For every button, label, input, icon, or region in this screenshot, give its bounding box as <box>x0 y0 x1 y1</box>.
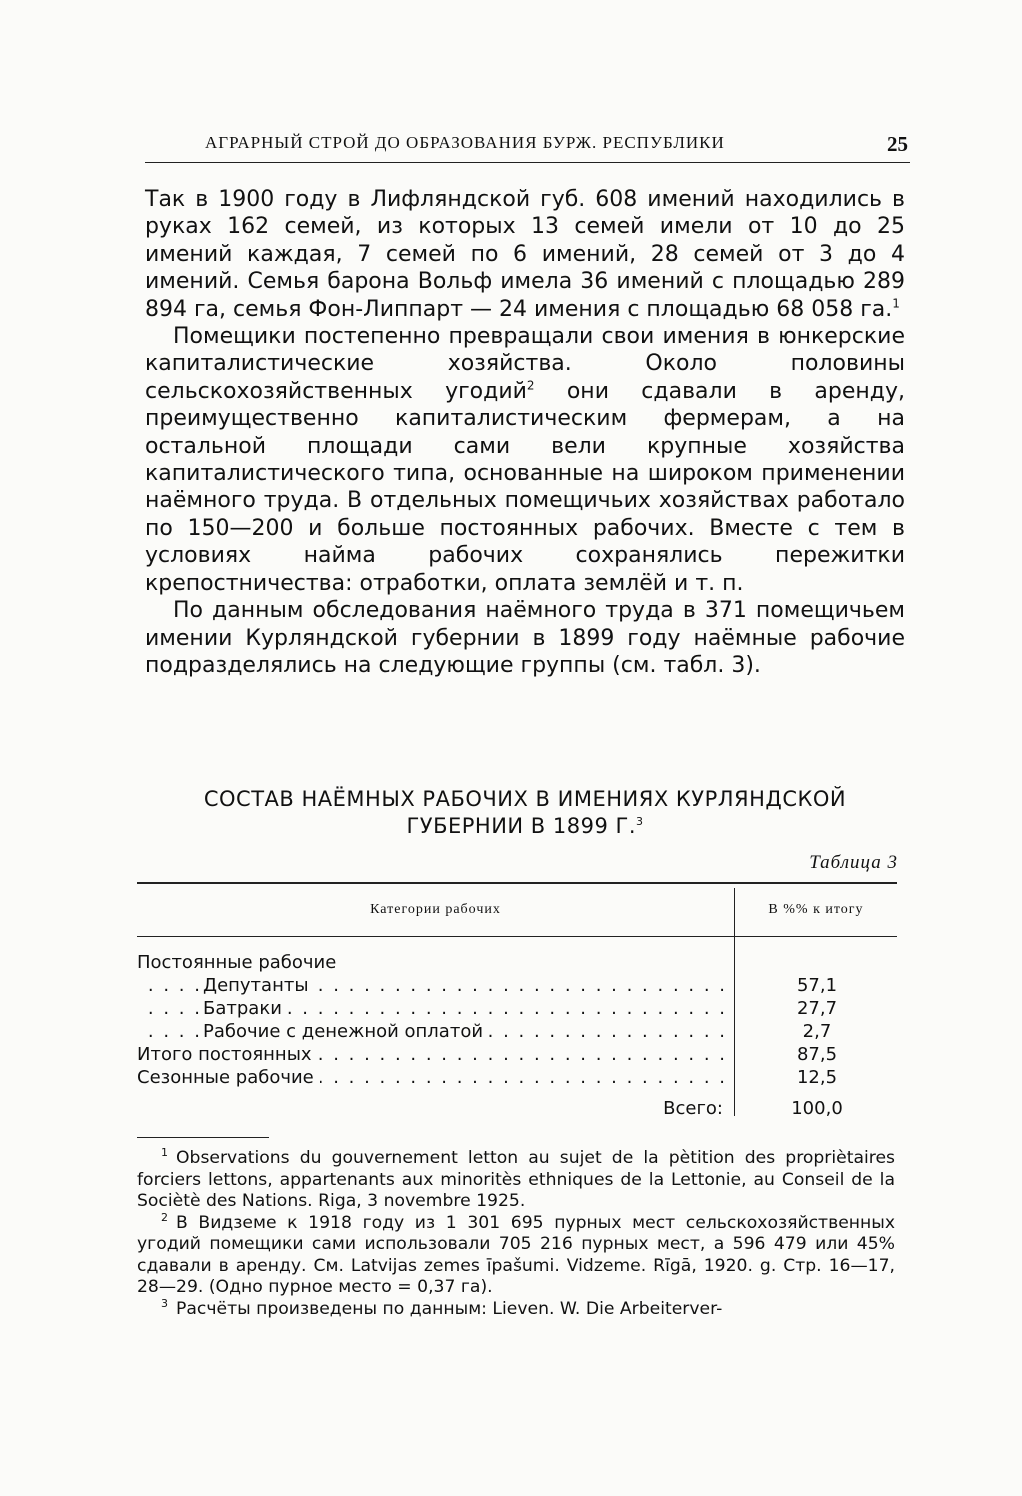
table-top-rule <box>137 882 897 884</box>
body-text <box>145 186 905 679</box>
running-header <box>145 130 910 163</box>
row-label: Рабочие с денежной оплатой <box>203 1021 489 1042</box>
footnote-1 <box>137 1148 895 1213</box>
footnote-ref-3[interactable]: 3 <box>636 815 644 828</box>
table-title-line-1: СОСТАВ НАЁМНЫХ РАБОЧИХ В ИМЕНИЯХ КУРЛЯНДСКОЙ <box>203 787 847 811</box>
footnote-rule <box>137 1137 269 1138</box>
table-row-farmhands <box>137 998 734 1020</box>
footnote-ref-2[interactable]: 2 <box>526 378 535 393</box>
row-label: Батраки <box>203 998 288 1019</box>
row-value: 12,5 <box>796 1067 838 1088</box>
table-title-line-2-text: ГУБЕРНИИ В 1899 Г. <box>406 814 636 838</box>
paragraph-2 <box>145 323 905 597</box>
table-row-deputants <box>137 975 734 997</box>
table-header-rule <box>137 936 897 937</box>
paragraph-1-text: Так в 1900 году в Лифляндской губ. 608 имений находились в руках 162 семей, из которых 13 семей имели от 10 до 25 имений каждая, 7 семей по 6 имений, 28 семей от 3 до 4 имений. Семья барона Вольф имела 36 имений с площадью 289 894 га, семья Фон-Липпарт — 24 имения с площадью 68 058 га. <box>145 187 905 322</box>
footnote-2 <box>137 1210 895 1299</box>
footnotes <box>137 1148 895 1320</box>
footnote-3 <box>137 1296 895 1321</box>
table-label: Таблица 3 <box>809 852 898 873</box>
footnote-text: В Видземе к 1918 году из 1 301 695 пурных мест сельскохозяйственных угодий помещики сами использовали 705 216 пурных мест, а 596 479 или 45% сдавали в аренду. См. Latvijas zemes īpašumi. Vidzeme. Rīgā, 1920. g. Стр. 16—17, 28—29. (Одно пурное место = 0,37 га). <box>137 1212 895 1297</box>
row-label: Постоянные рабочие <box>137 952 342 973</box>
footnote-ref-1[interactable]: 1 <box>892 296 900 311</box>
paragraph-2-text-after: они сдавали в аренду, преимущественно капиталистическим фермерам, а на остальной площади сами вели крупные хозяйства капиталистического типа, основанные на широком применении наёмного труда. В отдельных помещичьих хозяйствах работало по 150—200 и больше постоянных рабочих. Вместе с тем в условиях найма рабочих сохранялись пережитки крепостничества: отработки, оплата землёй и т. п. <box>145 378 906 596</box>
column-header-percent: В %% к итогу <box>768 902 864 917</box>
row-label: Депутанты <box>203 975 315 996</box>
column-header-category: Категории рабочих <box>370 902 501 917</box>
data-table <box>137 882 897 1122</box>
running-header-title: АГРАРНЫЙ СТРОЙ ДО ОБРАЗОВАНИЯ БУРЖ. РЕСПУБЛИКИ <box>205 133 725 152</box>
footnote-number: 2 <box>161 1210 168 1224</box>
paragraph-3 <box>145 597 905 679</box>
row-value: 57,1 <box>796 975 838 996</box>
row-label: Итого постоянных <box>137 1044 318 1065</box>
row-value: 2,7 <box>802 1021 832 1042</box>
table-row-permanent-workers <box>137 952 734 974</box>
row-label: Сезонные рабочие <box>137 1067 320 1088</box>
table-row-cash-paid <box>137 1021 734 1043</box>
footnote-text: Observations du gouvernement letton au sujet de la pètition des propriètaires forciers lettons, appartenants aux minoritès ethniques de la Lettonie, au Conseil de la Sociètè des Nations. Riga, 3 novembre 1925. <box>137 1148 895 1211</box>
page-number: 25 <box>887 132 908 156</box>
table-row-total-permanent <box>137 1044 734 1066</box>
table-row-seasonal <box>137 1067 734 1089</box>
footnote-number: 1 <box>161 1146 168 1160</box>
paragraph-3-text: По данным обследования наёмного труда в 371 помещичьем имении Курляндской губернии в 1899 году наёмные рабочие подразделялись на следующие группы (см. табл. 3). <box>145 598 905 678</box>
row-value: 87,5 <box>796 1044 838 1065</box>
row-value: 27,7 <box>796 998 838 1019</box>
table-title <box>145 786 905 840</box>
table-column-separator <box>734 888 735 1116</box>
table-total-value: 100,0 <box>791 1098 843 1119</box>
footnote-text: Расчёты произведены по данным: Lieven. W. Die Arbeiterver- <box>176 1298 723 1319</box>
footnote-number: 3 <box>161 1296 168 1310</box>
table-total-label: Всего: <box>663 1098 723 1119</box>
paragraph-2-text-before: Помещики постепенно превращали свои имения в юнкерские капиталистические хозяйства. Около половины сельскохозяйственных угодий <box>145 324 905 404</box>
paragraph-1 <box>145 186 905 323</box>
table-title-line-2 <box>145 813 905 840</box>
